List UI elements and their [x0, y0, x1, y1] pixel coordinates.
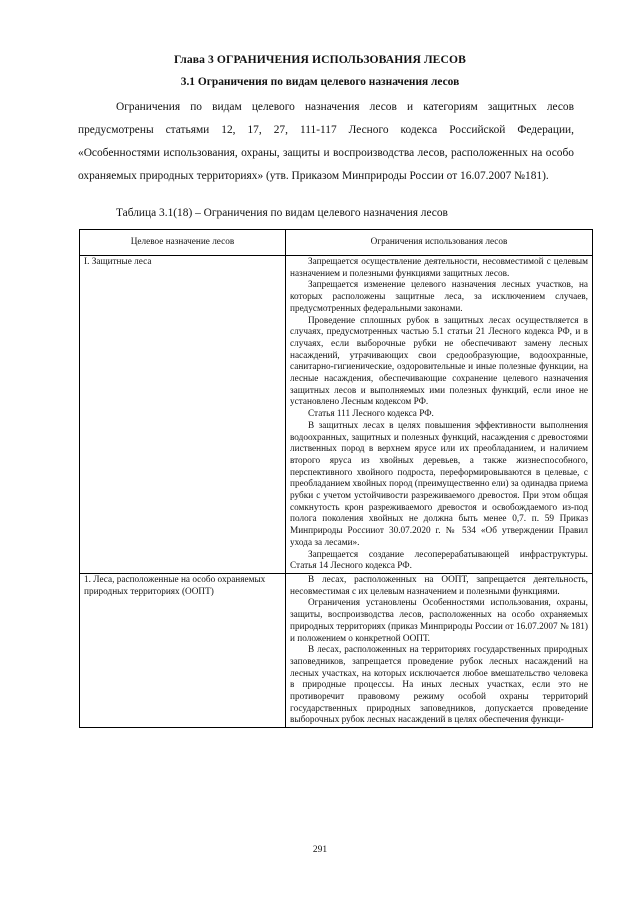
- row-category: 1. Леса, расположенные на особо охраняемых природных территориях (ООПТ): [80, 573, 286, 727]
- row-restrictions: [286, 573, 593, 727]
- table-row: [80, 573, 593, 727]
- table-caption: Таблица 3.1(18) – Ограничения по видам целевого назначения лесов: [116, 207, 448, 219]
- restriction-paragraph: Запрещается осуществление деятельности, несовместимой с целевым назначением и полезными функциями защитных лесов.: [290, 257, 588, 279]
- restriction-paragraph: Статья 111 Лесного кодекса РФ.: [308, 409, 434, 420]
- restriction-paragraph: Проведение сплошных рубок в защитных лесах осуществляется в случаях, предусмотренных частью 5.1 статьи 21 Лесного кодекса РФ, и в случаях, если выборочные рубки не обеспечивают замену лесных насаждений, утрачивающих свои средообразующие, водоохранные, санитарно-гигиенические, оздоровительные и иные полезные функции, на лесные насаждения, обеспечивающие сохранение целевого назначения защитных лесов и выполняемых ими полезных функций, если иное не установлено Лесным кодексом РФ.: [290, 315, 588, 408]
- restriction-paragraph: В лесах, расположенных на ООПТ, запрещается деятельность, несовместимая с их целевым назначением и полезными функциями.: [290, 574, 588, 597]
- row-restrictions: [286, 256, 593, 574]
- intro-paragraph: Ограничения по видам целевого назначения лесов и категориям защитных лесов предусмотрены статьями 12, 17, 27, 111-117 Лесного кодекса Российской Федерации, «Особенностями использования, охраны, защиты и воспроизводства лесов, расположенных на особо охраняемых природных территориях» (утв. Приказом Минприроды России от 16.07.2007 №181).: [78, 101, 574, 182]
- restriction-paragraph: Запрещается создание лесоперерабатывающей инфраструктуры. Статья 14 Лесного кодекса РФ.: [290, 549, 588, 572]
- header-restrictions: Ограничения использования лесов: [286, 230, 593, 256]
- restrictions-table: [79, 229, 593, 728]
- row-category: I. Защитные леса: [80, 256, 286, 574]
- restriction-paragraph: Запрещается изменение целевого назначения лесных участков, на которых расположены защитные леса, за исключением случаев, предусмотренных федеральными законами.: [290, 280, 588, 314]
- page-number: 291: [312, 845, 328, 855]
- restriction-paragraph: В защитных лесах в целях повышения эффективности выполнения водоохранных, защитных и полезных функций, насаждения с древостоями лиственных пород в верхнем ярусе или их преобладанием, и наличием второго яруса из хвойных деревьев, а также жизнеспособного, перспективного хвойного подроста, переформировываются в целевые, с преобладанием хвойных пород (преимущественно ели) за одинадва приема рубки с учетом устойчивости разреживаемого древостоя. При этом общая сомкнутость крон разреживаемого древостоя и освобождаемого из-под полога поколения хвойных не должна быть менее 0,7. п. 59 Приказ Минприроды Россииот 30.07.2020 г. № 534 «Об утверждении Правил ухода за лесами».: [290, 420, 588, 548]
- section-title: 3.1 Ограничения по видам целевого назначения лесов: [180, 76, 460, 88]
- header-purpose: Целевое назначение лесов: [80, 230, 286, 256]
- restriction-paragraph: Ограничения установлены Особенностями использования, охраны, защиты, воспроизводства лесов, расположенных на особо охраняемых природных территориях (приказ Минприроды России от 16.07.2007 № 181) и положением о конкретной ООПТ.: [290, 598, 588, 644]
- chapter-title: Глава 3 ОГРАНИЧЕНИЯ ИСПОЛЬЗОВАНИЯ ЛЕСОВ: [174, 53, 466, 66]
- restriction-paragraph: В лесах, расположенных на территориях государственных природных заповедников, запрещается проведение рубок лесных насаждений на лесных участках, на которых исключается любое вмешательство человека в природные процессы. На иных лесных участках, если это не противоречит правовому режиму особой охраны территорий государственных природных заповедников, допускается проведение выборочных рубок лесных насаждений в целях обеспечения функци-: [290, 645, 588, 726]
- table-row: [80, 256, 593, 574]
- table-header-row: [80, 230, 593, 256]
